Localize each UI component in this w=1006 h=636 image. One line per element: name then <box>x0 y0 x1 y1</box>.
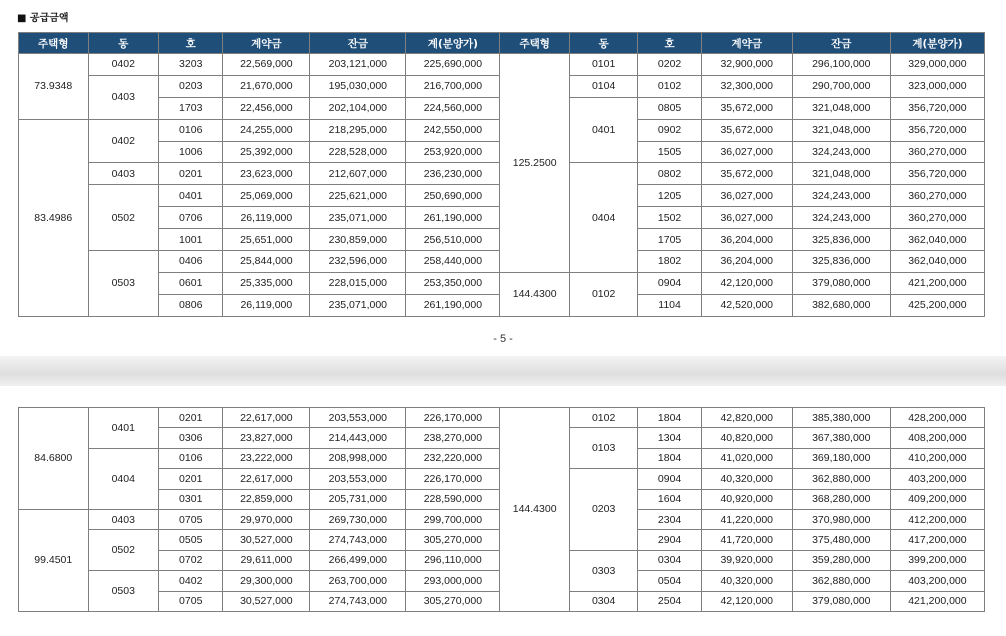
deposit-cell: 23,222,000 <box>223 448 310 468</box>
total-price-cell: 296,110,000 <box>406 550 500 570</box>
total-price-cell: 428,200,000 <box>890 408 984 428</box>
page-break <box>0 356 1006 386</box>
deposit-cell: 41,720,000 <box>701 530 792 550</box>
deposit-cell: 25,651,000 <box>223 229 310 251</box>
balance-cell: 230,859,000 <box>310 229 406 251</box>
balance-cell: 203,553,000 <box>310 469 406 489</box>
unit-cell: 0306 <box>159 428 223 448</box>
balance-cell: 212,607,000 <box>310 163 406 185</box>
housing-type-cell: 73.9348 <box>19 54 89 120</box>
deposit-cell: 24,255,000 <box>223 119 310 141</box>
deposit-cell: 23,827,000 <box>223 428 310 448</box>
deposit-cell: 26,119,000 <box>223 294 310 316</box>
balance-cell: 235,071,000 <box>310 294 406 316</box>
total-price-cell: 226,170,000 <box>406 469 500 489</box>
balance-cell: 379,080,000 <box>792 272 890 294</box>
total-price-cell: 261,190,000 <box>406 294 500 316</box>
balance-cell: 369,180,000 <box>792 448 890 468</box>
total-price-cell: 412,200,000 <box>890 509 984 529</box>
building-cell: 0401 <box>88 408 159 449</box>
deposit-cell: 25,844,000 <box>223 251 310 273</box>
balance-cell: 274,743,000 <box>310 530 406 550</box>
table-row <box>19 408 985 428</box>
column-header: 주택형 <box>500 33 570 54</box>
table-row <box>19 54 985 76</box>
balance-cell: 195,030,000 <box>310 75 406 97</box>
deposit-cell: 23,623,000 <box>223 163 310 185</box>
total-price-cell: 216,700,000 <box>406 75 500 97</box>
total-price-cell: 299,700,000 <box>406 509 500 529</box>
unit-cell: 3203 <box>159 54 223 76</box>
unit-cell: 1804 <box>638 408 701 428</box>
deposit-cell: 35,672,000 <box>701 119 792 141</box>
balance-cell: 203,121,000 <box>310 54 406 76</box>
building-cell: 0304 <box>569 591 637 611</box>
total-price-cell: 250,690,000 <box>406 185 500 207</box>
column-header: 계약금 <box>223 33 310 54</box>
deposit-cell: 42,120,000 <box>701 272 792 294</box>
deposit-cell: 36,204,000 <box>701 229 792 251</box>
balance-cell: 232,596,000 <box>310 251 406 273</box>
unit-cell: 0201 <box>159 163 223 185</box>
building-cell: 0103 <box>569 428 637 469</box>
balance-cell: 321,048,000 <box>792 163 890 185</box>
deposit-cell: 40,920,000 <box>701 489 792 509</box>
building-cell: 0203 <box>569 469 637 551</box>
column-header: 동 <box>88 33 159 54</box>
total-price-cell: 421,200,000 <box>890 591 984 611</box>
column-header: 호 <box>159 33 223 54</box>
balance-cell: 225,621,000 <box>310 185 406 207</box>
deposit-cell: 25,069,000 <box>223 185 310 207</box>
total-price-cell: 356,720,000 <box>890 97 984 119</box>
total-price-cell: 409,200,000 <box>890 489 984 509</box>
total-price-cell: 238,270,000 <box>406 428 500 448</box>
unit-cell: 0706 <box>159 207 223 229</box>
table-row <box>19 272 985 294</box>
total-price-cell: 362,040,000 <box>890 229 984 251</box>
total-price-cell: 356,720,000 <box>890 163 984 185</box>
deposit-cell: 29,300,000 <box>223 571 310 591</box>
building-cell: 0101 <box>569 54 637 76</box>
building-cell: 0403 <box>88 163 159 185</box>
deposit-cell: 40,320,000 <box>701 469 792 489</box>
deposit-cell: 42,520,000 <box>701 294 792 316</box>
unit-cell: 0406 <box>159 251 223 273</box>
balance-cell: 368,280,000 <box>792 489 890 509</box>
deposit-cell: 25,335,000 <box>223 272 310 294</box>
total-price-cell: 228,590,000 <box>406 489 500 509</box>
balance-cell: 375,480,000 <box>792 530 890 550</box>
deposit-cell: 36,027,000 <box>701 185 792 207</box>
unit-cell: 0904 <box>638 469 701 489</box>
supply-price-table-page-5 <box>18 32 985 317</box>
unit-cell: 1304 <box>638 428 701 448</box>
total-price-cell: 399,200,000 <box>890 550 984 570</box>
total-price-cell: 410,200,000 <box>890 448 984 468</box>
total-price-cell: 253,350,000 <box>406 272 500 294</box>
total-price-cell: 305,270,000 <box>406 530 500 550</box>
balance-cell: 203,553,000 <box>310 408 406 428</box>
unit-cell: 0705 <box>159 509 223 529</box>
unit-cell: 0805 <box>638 97 701 119</box>
balance-cell: 324,243,000 <box>792 185 890 207</box>
deposit-cell: 32,300,000 <box>701 75 792 97</box>
total-price-cell: 417,200,000 <box>890 530 984 550</box>
balance-cell: 362,880,000 <box>792 469 890 489</box>
housing-type-cell: 125.2500 <box>500 54 570 273</box>
balance-cell: 266,499,000 <box>310 550 406 570</box>
balance-cell: 324,243,000 <box>792 141 890 163</box>
deposit-cell: 36,204,000 <box>701 251 792 273</box>
balance-cell: 359,280,000 <box>792 550 890 570</box>
column-header: 주택형 <box>19 33 89 54</box>
balance-cell: 228,528,000 <box>310 141 406 163</box>
column-header: 계약금 <box>701 33 792 54</box>
total-price-cell: 356,720,000 <box>890 119 984 141</box>
column-header: 계(분양가) <box>890 33 984 54</box>
unit-cell: 0505 <box>159 530 223 550</box>
deposit-cell: 36,027,000 <box>701 141 792 163</box>
building-cell: 0104 <box>569 75 637 97</box>
balance-cell: 269,730,000 <box>310 509 406 529</box>
building-cell: 0402 <box>88 119 159 163</box>
balance-cell: 321,048,000 <box>792 97 890 119</box>
balance-cell: 382,680,000 <box>792 294 890 316</box>
deposit-cell: 32,900,000 <box>701 54 792 76</box>
total-price-cell: 360,270,000 <box>890 185 984 207</box>
unit-cell: 1205 <box>638 185 701 207</box>
deposit-cell: 22,617,000 <box>223 469 310 489</box>
building-cell: 0102 <box>569 272 637 316</box>
balance-cell: 208,998,000 <box>310 448 406 468</box>
balance-cell: 290,700,000 <box>792 75 890 97</box>
deposit-cell: 40,820,000 <box>701 428 792 448</box>
building-cell: 0403 <box>88 509 159 529</box>
unit-cell: 0102 <box>638 75 701 97</box>
unit-cell: 2504 <box>638 591 701 611</box>
housing-type-cell: 83.4986 <box>19 119 89 316</box>
total-price-cell: 236,230,000 <box>406 163 500 185</box>
deposit-cell: 22,569,000 <box>223 54 310 76</box>
building-cell: 0404 <box>88 448 159 509</box>
deposit-cell: 42,120,000 <box>701 591 792 611</box>
building-cell: 0503 <box>88 251 159 317</box>
supply-price-table-page-6 <box>18 407 985 612</box>
deposit-cell: 22,859,000 <box>223 489 310 509</box>
balance-cell: 228,015,000 <box>310 272 406 294</box>
balance-cell: 263,700,000 <box>310 571 406 591</box>
building-cell: 0401 <box>569 97 637 163</box>
unit-cell: 1804 <box>638 448 701 468</box>
deposit-cell: 36,027,000 <box>701 207 792 229</box>
unit-cell: 0106 <box>159 119 223 141</box>
unit-cell: 1001 <box>159 229 223 251</box>
total-price-cell: 421,200,000 <box>890 272 984 294</box>
unit-cell: 0201 <box>159 408 223 428</box>
total-price-cell: 256,510,000 <box>406 229 500 251</box>
column-header: 계(분양가) <box>406 33 500 54</box>
unit-cell: 1502 <box>638 207 701 229</box>
unit-cell: 0201 <box>159 469 223 489</box>
deposit-cell: 25,392,000 <box>223 141 310 163</box>
balance-cell: 324,243,000 <box>792 207 890 229</box>
column-header: 동 <box>569 33 637 54</box>
deposit-cell: 41,220,000 <box>701 509 792 529</box>
deposit-cell: 30,527,000 <box>223 530 310 550</box>
total-price-cell: 232,220,000 <box>406 448 500 468</box>
total-price-cell: 323,000,000 <box>890 75 984 97</box>
total-price-cell: 253,920,000 <box>406 141 500 163</box>
unit-cell: 0301 <box>159 489 223 509</box>
housing-type-cell: 144.4300 <box>500 408 570 612</box>
balance-cell: 370,980,000 <box>792 509 890 529</box>
unit-cell: 0904 <box>638 272 701 294</box>
unit-cell: 0806 <box>159 294 223 316</box>
balance-cell: 321,048,000 <box>792 119 890 141</box>
building-cell: 0403 <box>88 75 159 119</box>
unit-cell: 0705 <box>159 591 223 611</box>
housing-type-cell: 144.4300 <box>500 272 570 316</box>
unit-cell: 1802 <box>638 251 701 273</box>
unit-cell: 0203 <box>159 75 223 97</box>
deposit-cell: 29,611,000 <box>223 550 310 570</box>
deposit-cell: 40,320,000 <box>701 571 792 591</box>
balance-cell: 367,380,000 <box>792 428 890 448</box>
column-header: 호 <box>638 33 701 54</box>
building-cell: 0303 <box>569 550 637 591</box>
column-header: 잔금 <box>310 33 406 54</box>
deposit-cell: 39,920,000 <box>701 550 792 570</box>
total-price-cell: 226,170,000 <box>406 408 500 428</box>
deposit-cell: 35,672,000 <box>701 163 792 185</box>
total-price-cell: 362,040,000 <box>890 251 984 273</box>
unit-cell: 1006 <box>159 141 223 163</box>
total-price-cell: 258,440,000 <box>406 251 500 273</box>
unit-cell: 0106 <box>159 448 223 468</box>
deposit-cell: 22,617,000 <box>223 408 310 428</box>
housing-type-cell: 84.6800 <box>19 408 89 510</box>
header-row <box>19 33 985 54</box>
total-price-cell: 329,000,000 <box>890 54 984 76</box>
unit-cell: 1505 <box>638 141 701 163</box>
unit-cell: 1705 <box>638 229 701 251</box>
total-price-cell: 403,200,000 <box>890 469 984 489</box>
balance-cell: 235,071,000 <box>310 207 406 229</box>
deposit-cell: 26,119,000 <box>223 207 310 229</box>
unit-cell: 2904 <box>638 530 701 550</box>
unit-cell: 0902 <box>638 119 701 141</box>
deposit-cell: 29,970,000 <box>223 509 310 529</box>
unit-cell: 0304 <box>638 550 701 570</box>
balance-cell: 274,743,000 <box>310 591 406 611</box>
building-cell: 0502 <box>88 185 159 251</box>
deposit-cell: 22,456,000 <box>223 97 310 119</box>
deposit-cell: 30,527,000 <box>223 591 310 611</box>
deposit-cell: 41,020,000 <box>701 448 792 468</box>
total-price-cell: 242,550,000 <box>406 119 500 141</box>
balance-cell: 325,836,000 <box>792 229 890 251</box>
unit-cell: 0802 <box>638 163 701 185</box>
total-price-cell: 360,270,000 <box>890 141 984 163</box>
balance-cell: 362,880,000 <box>792 571 890 591</box>
unit-cell: 0202 <box>638 54 701 76</box>
unit-cell: 0601 <box>159 272 223 294</box>
balance-cell: 296,100,000 <box>792 54 890 76</box>
total-price-cell: 408,200,000 <box>890 428 984 448</box>
total-price-cell: 224,560,000 <box>406 97 500 119</box>
building-cell: 0404 <box>569 163 637 272</box>
total-price-cell: 425,200,000 <box>890 294 984 316</box>
section-title: ■ 공급금액 <box>17 13 69 24</box>
total-price-cell: 293,000,000 <box>406 571 500 591</box>
building-cell: 0102 <box>569 408 637 428</box>
total-price-cell: 261,190,000 <box>406 207 500 229</box>
balance-cell: 214,443,000 <box>310 428 406 448</box>
housing-type-cell: 99.4501 <box>19 509 89 611</box>
deposit-cell: 42,820,000 <box>701 408 792 428</box>
balance-cell: 385,380,000 <box>792 408 890 428</box>
balance-cell: 379,080,000 <box>792 591 890 611</box>
unit-cell: 0401 <box>159 185 223 207</box>
total-price-cell: 225,690,000 <box>406 54 500 76</box>
unit-cell: 0504 <box>638 571 701 591</box>
balance-cell: 218,295,000 <box>310 119 406 141</box>
deposit-cell: 21,670,000 <box>223 75 310 97</box>
building-cell: 0502 <box>88 530 159 571</box>
balance-cell: 202,104,000 <box>310 97 406 119</box>
unit-cell: 1104 <box>638 294 701 316</box>
total-price-cell: 305,270,000 <box>406 591 500 611</box>
unit-cell: 1604 <box>638 489 701 509</box>
balance-cell: 205,731,000 <box>310 489 406 509</box>
building-cell: 0503 <box>88 571 159 612</box>
building-cell: 0402 <box>88 54 159 76</box>
balance-cell: 325,836,000 <box>792 251 890 273</box>
unit-cell: 0402 <box>159 571 223 591</box>
total-price-cell: 403,200,000 <box>890 571 984 591</box>
page-number: - 5 - <box>493 333 513 345</box>
deposit-cell: 35,672,000 <box>701 97 792 119</box>
unit-cell: 0702 <box>159 550 223 570</box>
column-header: 잔금 <box>792 33 890 54</box>
unit-cell: 1703 <box>159 97 223 119</box>
unit-cell: 2304 <box>638 509 701 529</box>
total-price-cell: 360,270,000 <box>890 207 984 229</box>
